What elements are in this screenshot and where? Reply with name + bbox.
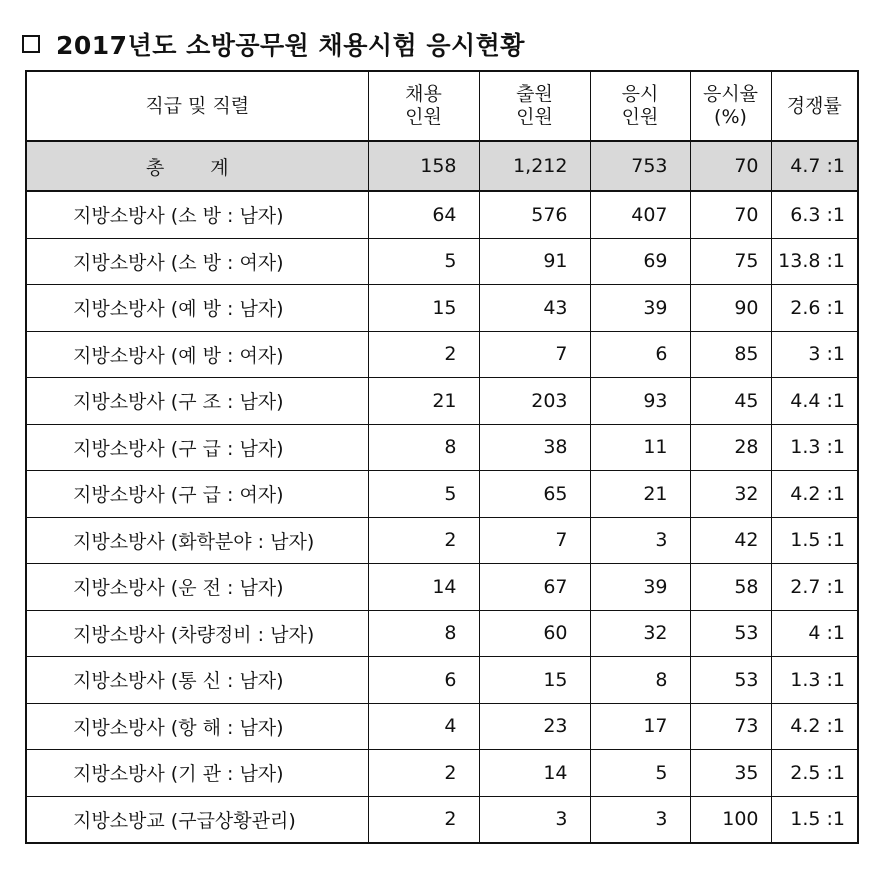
exam-count-cell: 407 [590, 191, 690, 238]
apply-count-cell: 203 [479, 378, 590, 425]
competition-rate-cell: 1.5 :1 [771, 796, 858, 843]
exam-rate-cell: 45 [690, 378, 771, 425]
rank-series-cell: 지방소방사 (기 관 : 남자) [26, 750, 368, 797]
rank-series-cell: 지방소방사 (화학분야 : 남자) [26, 517, 368, 564]
hire-count-cell: 2 [368, 517, 479, 564]
exam-count-cell: 17 [590, 703, 690, 750]
table-row [26, 610, 858, 657]
rank-series-cell: 지방소방사 (예 방 : 남자) [26, 285, 368, 332]
recruitment-table [25, 70, 859, 844]
competition-rate-cell: 4 :1 [771, 610, 858, 657]
exam-count-cell: 8 [590, 657, 690, 704]
apply-count-cell: 14 [479, 750, 590, 797]
hire-count-cell: 8 [368, 424, 479, 471]
exam-rate-cell: 70 [690, 191, 771, 238]
apply-count-cell: 67 [479, 564, 590, 611]
apply-count-cell: 38 [479, 424, 590, 471]
table-row [26, 796, 858, 843]
exam-count-cell: 69 [590, 238, 690, 285]
rank-series-cell: 지방소방사 (통 신 : 남자) [26, 657, 368, 704]
total-competition: 4.7 :1 [771, 141, 858, 191]
competition-rate-cell: 1.3 :1 [771, 657, 858, 704]
exam-count-cell: 32 [590, 610, 690, 657]
rank-series-cell: 지방소방사 (소 방 : 남자) [26, 191, 368, 238]
rank-series-cell: 지방소방사 (예 방 : 여자) [26, 331, 368, 378]
total-label: 총 계 [26, 141, 368, 191]
header-exam-rate: 응시율 (%) [690, 71, 771, 141]
exam-rate-cell: 100 [690, 796, 771, 843]
table-row [26, 285, 858, 332]
table-row [26, 657, 858, 704]
table-row [26, 331, 858, 378]
hire-count-cell: 6 [368, 657, 479, 704]
apply-count-cell: 91 [479, 238, 590, 285]
hire-count-cell: 5 [368, 471, 479, 518]
header-hire-count: 채용 인원 [368, 71, 479, 141]
rank-series-cell: 지방소방사 (구 조 : 남자) [26, 378, 368, 425]
exam-rate-cell: 53 [690, 657, 771, 704]
competition-rate-cell: 2.6 :1 [771, 285, 858, 332]
table-row [26, 750, 858, 797]
competition-rate-cell: 3 :1 [771, 331, 858, 378]
apply-count-cell: 3 [479, 796, 590, 843]
exam-rate-cell: 53 [690, 610, 771, 657]
data-rows [26, 191, 858, 843]
table-row [26, 191, 858, 238]
hire-count-cell: 2 [368, 796, 479, 843]
exam-rate-cell: 35 [690, 750, 771, 797]
exam-rate-cell: 90 [690, 285, 771, 332]
apply-count-cell: 7 [479, 331, 590, 378]
rank-series-cell: 지방소방사 (운 전 : 남자) [26, 564, 368, 611]
exam-rate-cell: 75 [690, 238, 771, 285]
apply-count-cell: 7 [479, 517, 590, 564]
exam-count-cell: 6 [590, 331, 690, 378]
competition-rate-cell: 4.4 :1 [771, 378, 858, 425]
total-apply: 1,212 [479, 141, 590, 191]
exam-count-cell: 93 [590, 378, 690, 425]
exam-rate-cell: 58 [690, 564, 771, 611]
checkbox-square-icon [22, 35, 40, 53]
exam-count-cell: 3 [590, 796, 690, 843]
total-row [26, 141, 858, 191]
exam-rate-cell: 32 [690, 471, 771, 518]
competition-rate-cell: 4.2 :1 [771, 471, 858, 518]
table-row [26, 424, 858, 471]
hire-count-cell: 2 [368, 331, 479, 378]
competition-rate-cell: 2.7 :1 [771, 564, 858, 611]
exam-count-cell: 21 [590, 471, 690, 518]
competition-rate-cell: 1.3 :1 [771, 424, 858, 471]
rank-series-cell: 지방소방교 (구급상황관리) [26, 796, 368, 843]
table-row [26, 564, 858, 611]
exam-count-cell: 5 [590, 750, 690, 797]
header-rank-series: 직급 및 직렬 [26, 71, 368, 141]
table-header [26, 71, 858, 141]
page-title [22, 24, 525, 64]
rank-series-cell: 지방소방사 (차량정비 : 남자) [26, 610, 368, 657]
table-row [26, 703, 858, 750]
hire-count-cell: 15 [368, 285, 479, 332]
exam-count-cell: 3 [590, 517, 690, 564]
competition-rate-cell: 1.5 :1 [771, 517, 858, 564]
competition-rate-cell: 2.5 :1 [771, 750, 858, 797]
exam-rate-cell: 42 [690, 517, 771, 564]
header-competition-rate: 경쟁률 [771, 71, 858, 141]
exam-rate-cell: 85 [690, 331, 771, 378]
total-hire: 158 [368, 141, 479, 191]
hire-count-cell: 14 [368, 564, 479, 611]
table-row [26, 238, 858, 285]
exam-count-cell: 39 [590, 564, 690, 611]
competition-rate-cell: 4.2 :1 [771, 703, 858, 750]
competition-rate-cell: 13.8 :1 [771, 238, 858, 285]
table-row [26, 378, 858, 425]
exam-rate-cell: 28 [690, 424, 771, 471]
hire-count-cell: 64 [368, 191, 479, 238]
apply-count-cell: 576 [479, 191, 590, 238]
apply-count-cell: 15 [479, 657, 590, 704]
hire-count-cell: 21 [368, 378, 479, 425]
rank-series-cell: 지방소방사 (소 방 : 여자) [26, 238, 368, 285]
hire-count-cell: 8 [368, 610, 479, 657]
total-exam: 753 [590, 141, 690, 191]
hire-count-cell: 5 [368, 238, 479, 285]
hire-count-cell: 4 [368, 703, 479, 750]
apply-count-cell: 65 [479, 471, 590, 518]
rank-series-cell: 지방소방사 (항 해 : 남자) [26, 703, 368, 750]
rank-series-cell: 지방소방사 (구 급 : 여자) [26, 471, 368, 518]
apply-count-cell: 60 [479, 610, 590, 657]
rank-series-cell: 지방소방사 (구 급 : 남자) [26, 424, 368, 471]
exam-count-cell: 39 [590, 285, 690, 332]
hire-count-cell: 2 [368, 750, 479, 797]
total-rate: 70 [690, 141, 771, 191]
exam-count-cell: 11 [590, 424, 690, 471]
table-row [26, 471, 858, 518]
table-row [26, 517, 858, 564]
page-title-text: 2017년도 소방공무원 채용시험 응시현황 [56, 31, 525, 60]
header-exam-count: 응시 인원 [590, 71, 690, 141]
header-apply-count: 출원 인원 [479, 71, 590, 141]
apply-count-cell: 23 [479, 703, 590, 750]
competition-rate-cell: 6.3 :1 [771, 191, 858, 238]
exam-rate-cell: 73 [690, 703, 771, 750]
apply-count-cell: 43 [479, 285, 590, 332]
